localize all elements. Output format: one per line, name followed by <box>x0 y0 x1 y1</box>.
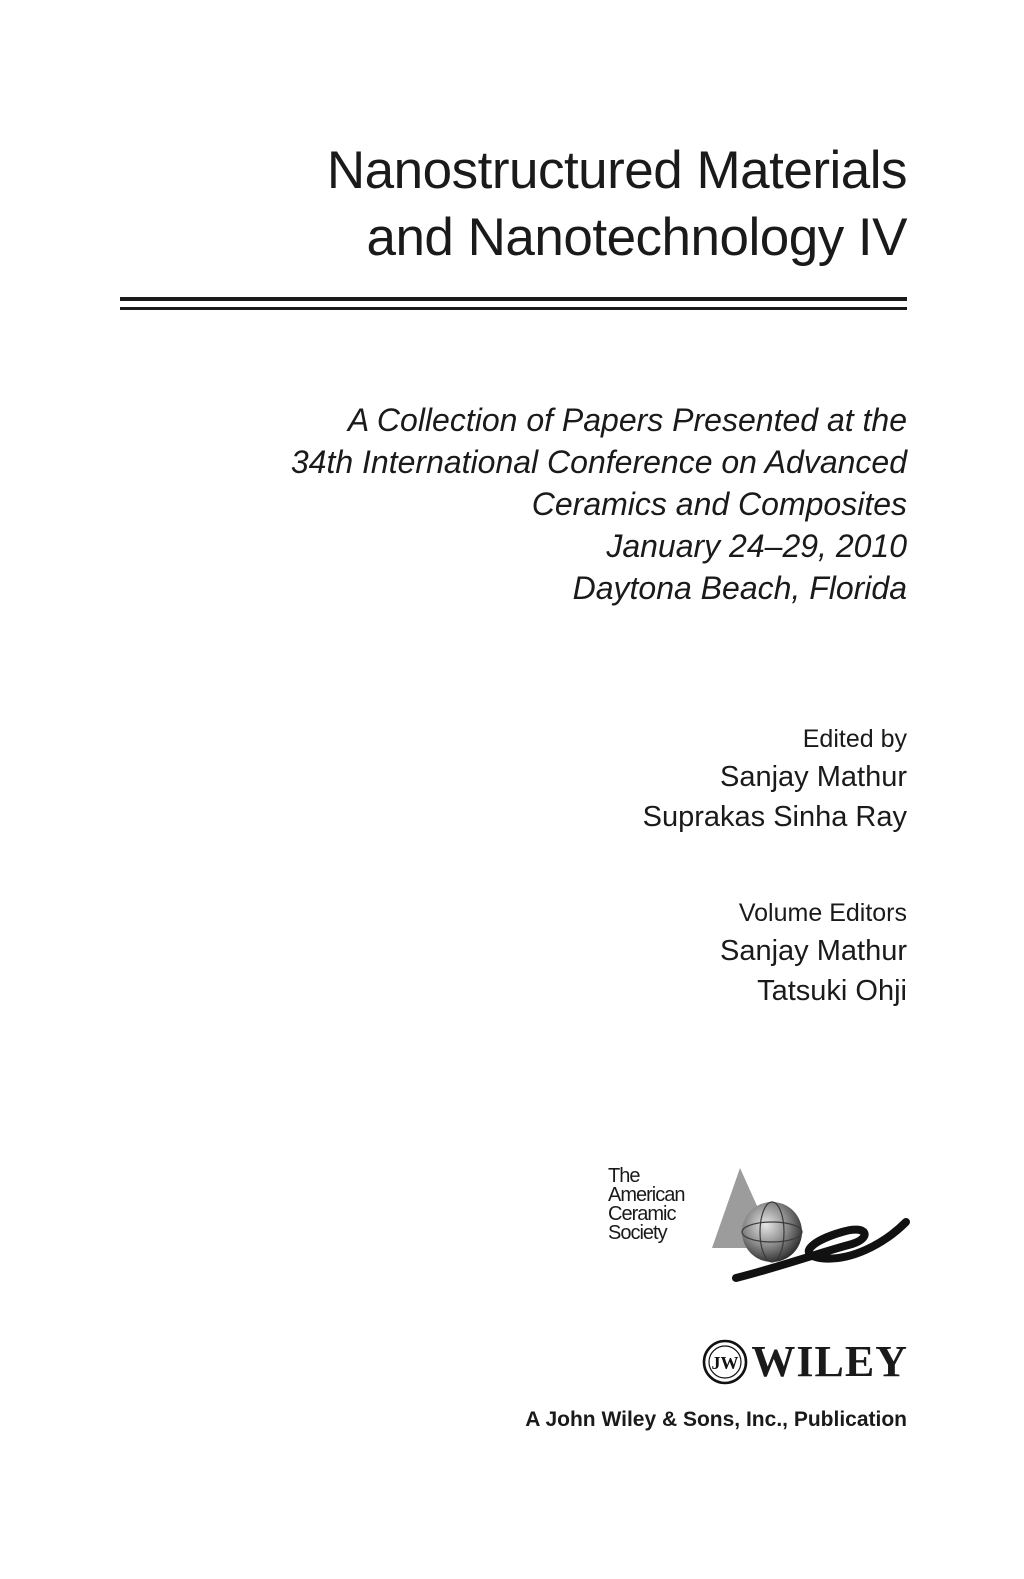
edited-by-label: Edited by <box>802 725 907 753</box>
american-ceramic-society-logo <box>600 1160 910 1285</box>
logo-text-line: The <box>608 1165 640 1187</box>
double-rule-bottom <box>120 307 907 310</box>
wiley-wordmark: WILEY <box>751 1337 908 1386</box>
logo-text-line: Society <box>608 1222 667 1244</box>
publisher-line: A John Wiley & Sons, Inc., Publication <box>525 1408 907 1431</box>
editor-name: Suprakas Sinha Ray <box>642 801 907 833</box>
title-line-2: and Nanotechnology IV <box>366 208 907 267</box>
title-line-1: Nanostructured Materials <box>326 141 907 200</box>
editor-name: Sanjay Mathur <box>720 761 907 793</box>
volume-editor-name: Tatsuki Ohji <box>757 975 907 1007</box>
wiley-seal-icon <box>701 1338 749 1386</box>
volume-editors-label: Volume Editors <box>738 899 907 927</box>
wiley-seal-letters: JW <box>711 1353 739 1373</box>
double-rule-top <box>120 297 907 301</box>
wiley-logo <box>701 1335 908 1389</box>
globe-icon <box>742 1202 802 1262</box>
conference-location: Daytona Beach, Florida <box>572 570 907 606</box>
subtitle-line-3: Ceramics and Composites <box>531 486 907 522</box>
conference-dates: January 24–29, 2010 <box>606 528 907 564</box>
volume-editor-name: Sanjay Mathur <box>720 935 907 967</box>
subtitle-line-1: A Collection of Papers Presented at the <box>347 402 907 438</box>
logo-text-line: Ceramic <box>608 1203 676 1225</box>
logo-text-line: American <box>608 1184 685 1206</box>
subtitle-line-2: 34th International Conference on Advanced <box>290 444 907 480</box>
